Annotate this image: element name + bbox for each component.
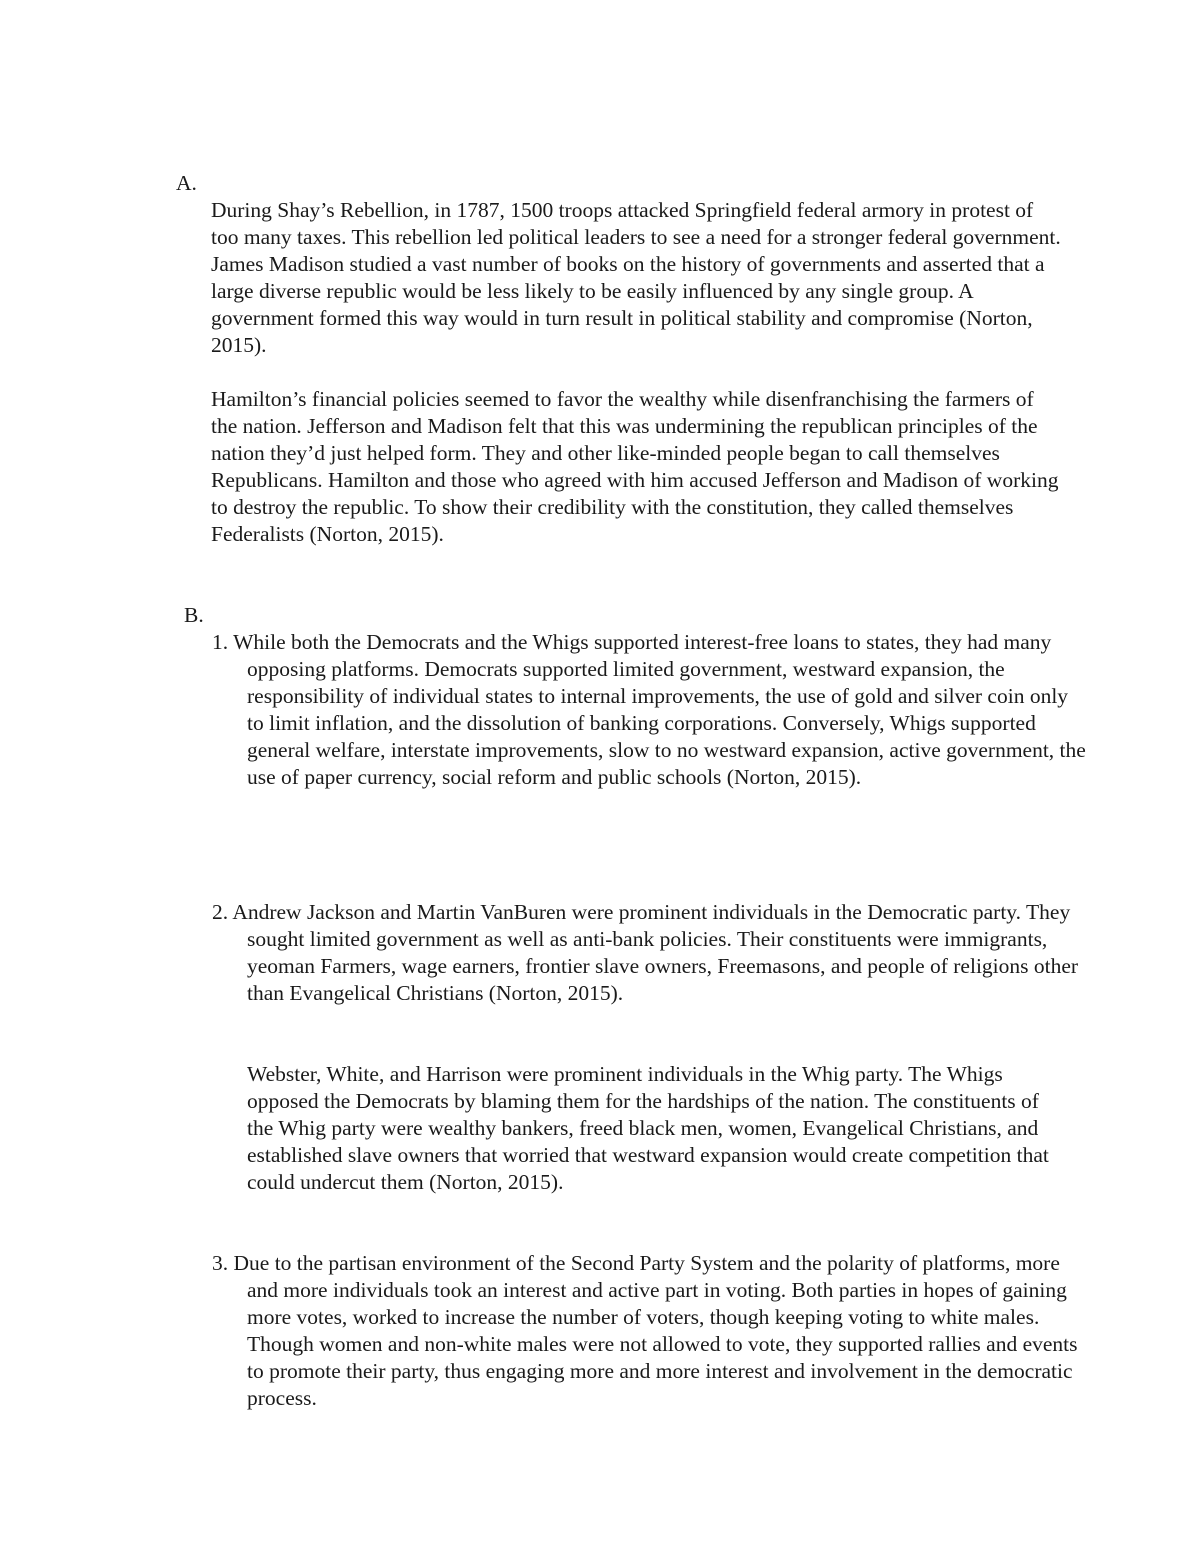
section-b-item-2-continuation: Webster, White, and Harrison were prominent individuals in the Whig party. The Whigs opposed the Democrats by blaming them for the hardships of the nation. The constituents of the Whig party were wealthy bankers, freed black men, women, Evangelical Christians, and established slave owners that worried that westward expansion would create competition that could undercut them (Norton, 2015).	[247, 1062, 1049, 1194]
section-a-label: A.	[176, 171, 197, 195]
section-b-label: B.	[184, 603, 204, 627]
section-b-item-2: 2. Andrew Jackson and Martin VanBuren were prominent individuals in the Democratic party. They sought limited government as well as anti-bank policies. Their constituents were immigrants, yeoman Farmers, wage earners, frontier slave owners, Freemasons, and people of religions other than Evangelical Christians (Norton, 2015).	[212, 900, 1079, 1005]
section-b-item-3: 3. Due to the partisan environment of the Second Party System and the polarity of platforms, more and more individuals took an interest and active part in voting. Both parties in hopes of gaining more votes, worked to increase the number of voters, though keeping voting to white males. Though women and non-white males were not allowed to vote, they supported rallies and events to promote their party, thus engaging more and more interest and involvement in the democratic process.	[212, 1251, 1078, 1410]
section-b-item-1: 1. While both the Democrats and the Whigs supported interest-free loans to states, they had many opposing platforms. Democrats supported limited government, westward expansion, the responsibility of individual states to internal improvements, the use of gold and silver coin only to limit inflation, and the dissolution of banking corporations. Conversely, Whigs supported general welfare, interstate improvements, slow to no westward expansion, active government, the use of paper currency, social reform and public schools (Norton, 2015).	[212, 630, 1086, 789]
section-a-paragraph-2: Hamilton’s financial policies seemed to favor the wealthy while disenfranchising the farmers of the nation. Jefferson and Madison felt that this was undermining the republican principles of the nation they’d just helped form. They and other like-minded people began to call themselves Republicans. Hamilton and those who agreed with him accused Jefferson and Madison of working to destroy the republic. To show their credibility with the constitution, they called themselves Federalists (Norton, 2015).	[211, 387, 1059, 546]
section-a-paragraph-1: During Shay’s Rebellion, in 1787, 1500 troops attacked Springfield federal armory in protest of too many taxes. This rebellion led political leaders to see a need for a stronger federal government. James Madison studied a vast number of books on the history of governments and asserted that a large diverse republic would be less likely to be easily influenced by any single group. A government formed this way would in turn result in political stability and compromise (Norton, 2015).	[211, 198, 1061, 357]
